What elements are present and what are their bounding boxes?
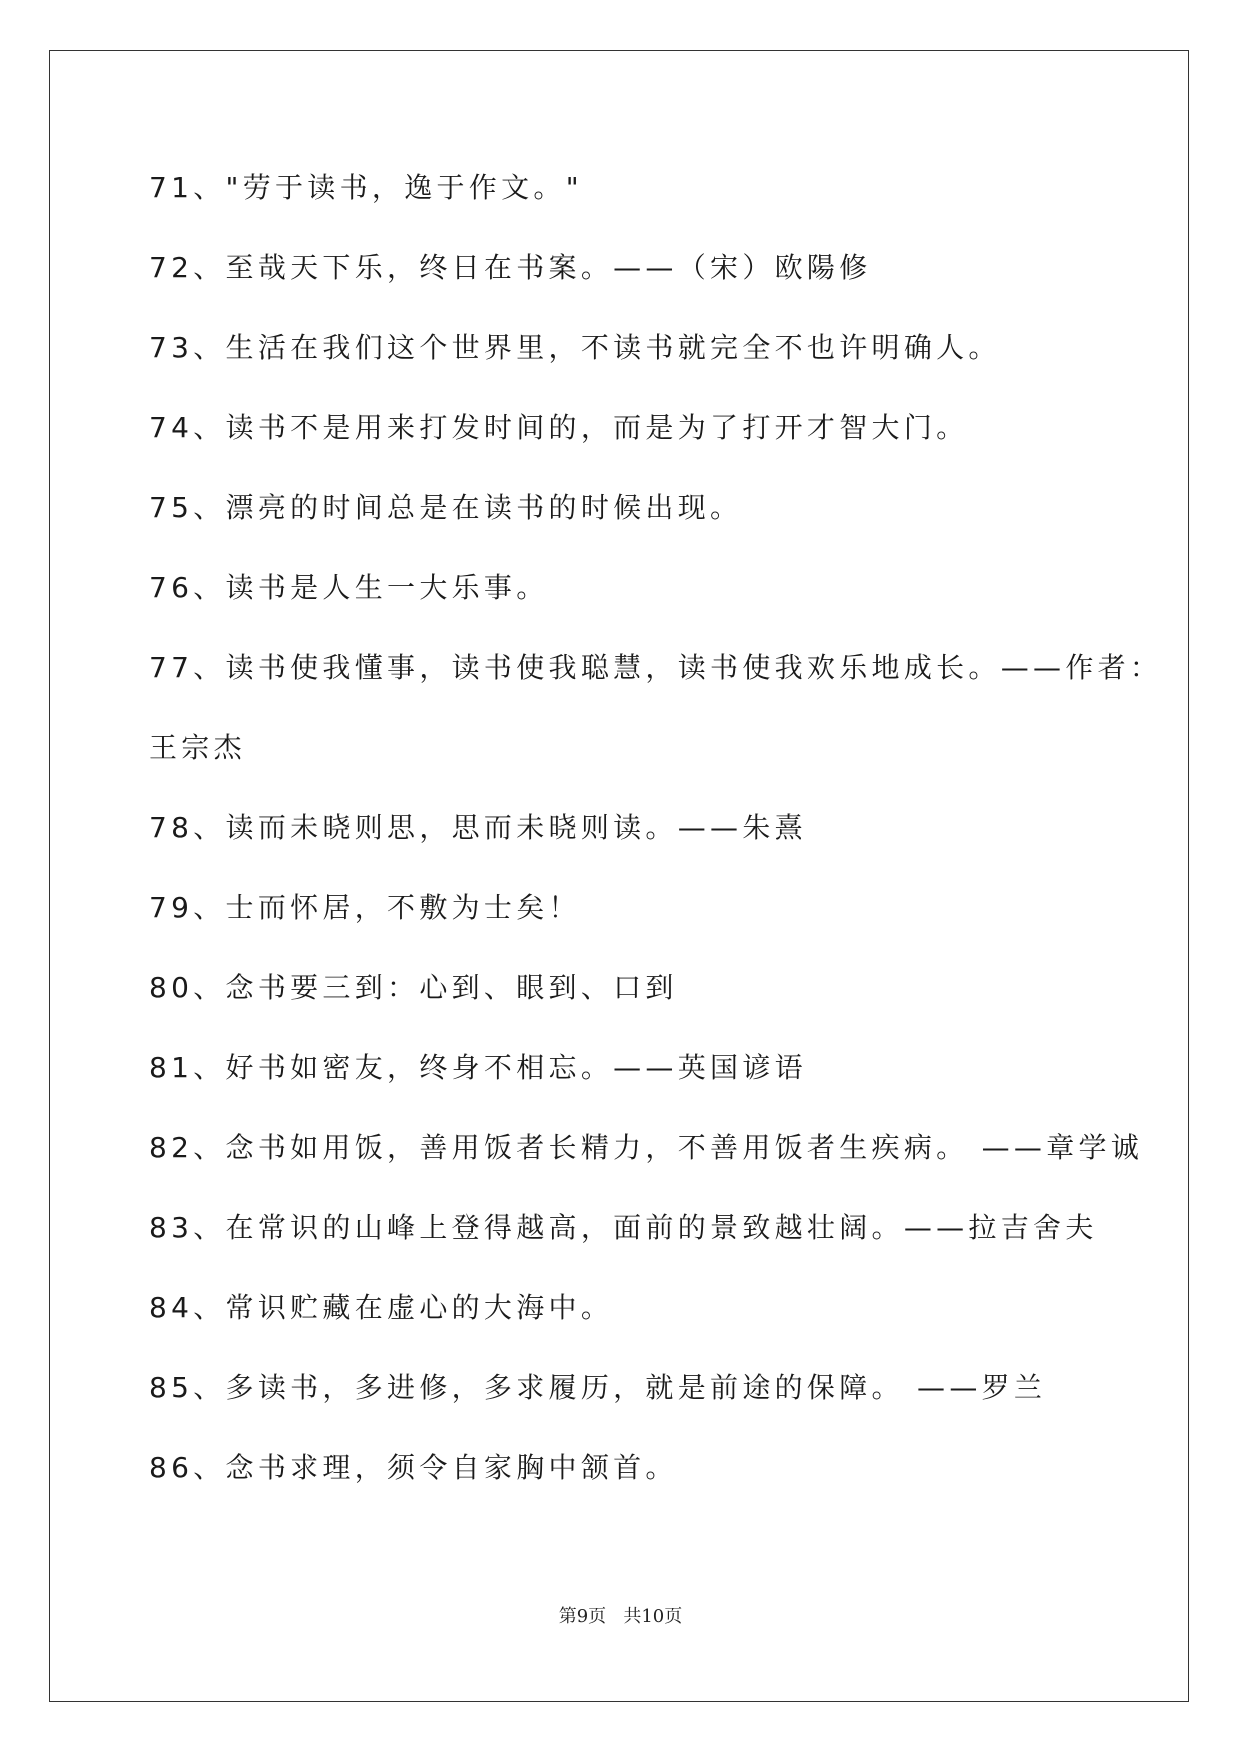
quote-line-76: 76、读书是人生一大乐事。 [149, 571, 549, 604]
quote-line-86: 86、念书求理，须令自家胸中颔首。 [149, 1451, 678, 1484]
quote-line-77: 77、读书使我懂事，读书使我聪慧，读书使我欢乐地成长。——作者： [149, 651, 1163, 684]
quote-line-83: 83、在常识的山峰上登得越高，面前的景致越壮阔。——拉吉舍夫 [149, 1211, 1098, 1244]
quote-line-75: 75、漂亮的时间总是在读书的时候出现。 [149, 491, 743, 524]
quote-line-73: 73、生活在我们这个世界里，不读书就完全不也许明确人。 [149, 331, 1001, 364]
quote-line-82: 82、念书如用饭，善用饭者长精力，不善用饭者生疾病。 ——章学诚 [149, 1131, 1144, 1164]
quote-line-74: 74、读书不是用来打发时间的，而是为了打开才智大门。 [149, 411, 969, 444]
quote-line-79: 79、士而怀居，不敷为士矣！ [149, 891, 581, 924]
quote-line-85: 85、多读书，多进修，多求履历，就是前途的保障。 ——罗兰 [149, 1371, 1047, 1404]
page-number-footer: 第9页 共10页 [558, 1606, 683, 1627]
quote-line-80: 80、念书要三到：心到、眼到、口到 [149, 971, 678, 1004]
quote-line-72: 72、至哉天下乐，终日在书案。——（宋）欧陽修 [149, 251, 872, 284]
quote-line-84: 84、常识贮藏在虚心的大海中。 [149, 1291, 614, 1324]
quote-line-71: 71、"劳于读书，逸于作文。" [149, 171, 583, 204]
quote-line-77-continued: 王宗杰 [149, 731, 246, 764]
quote-line-81: 81、好书如密友，终身不相忘。——英国谚语 [149, 1051, 807, 1084]
quote-line-78: 78、读而未晓则思，思而未晓则读。——朱熹 [149, 811, 807, 844]
